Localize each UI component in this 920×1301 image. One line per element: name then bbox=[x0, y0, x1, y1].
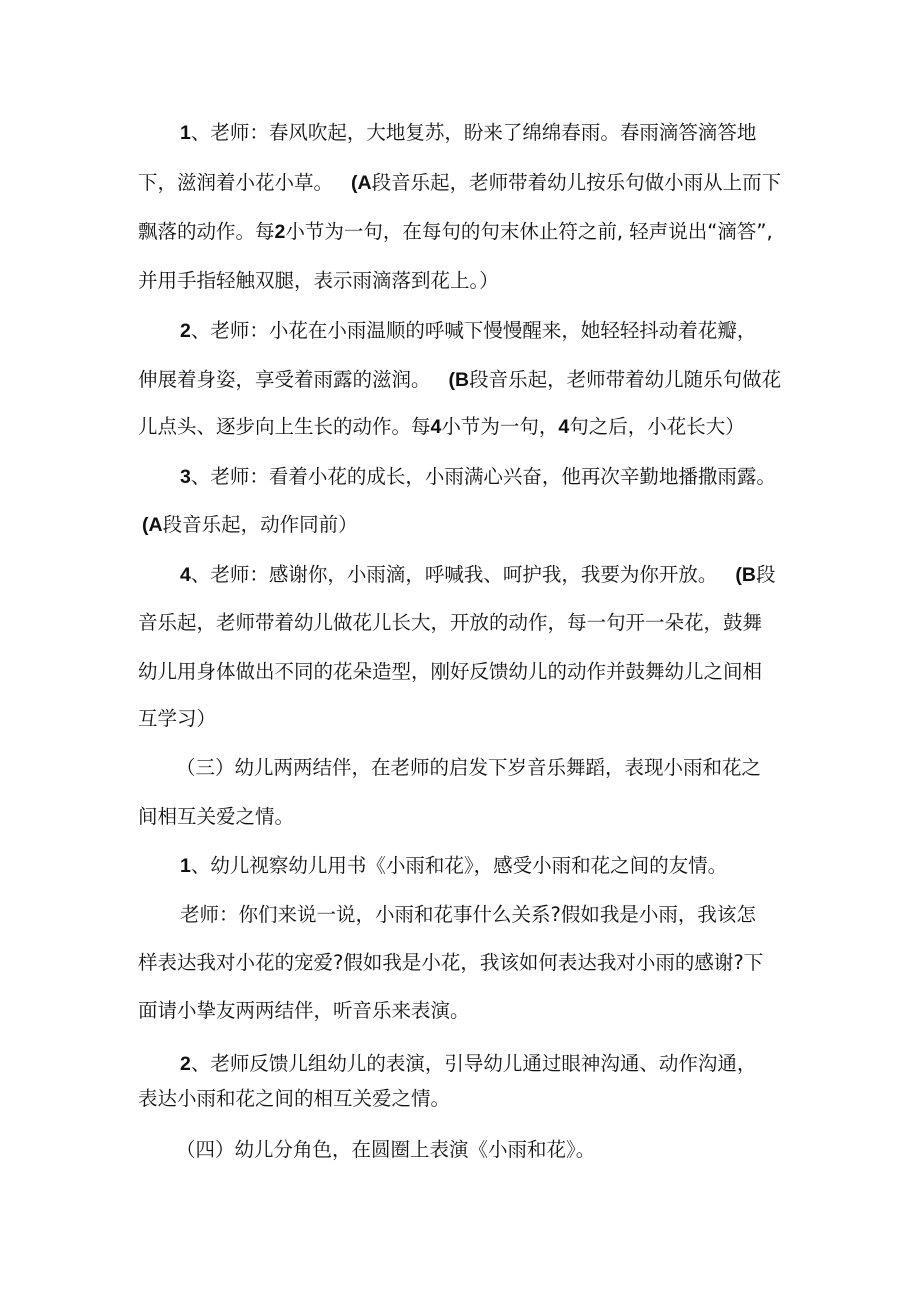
text-span: 、幼儿视察幼儿用书《小雨和花》，感受小雨和花之间的友情。 bbox=[190, 854, 728, 877]
paragraph-2-line-2 bbox=[138, 367, 781, 393]
paragraph-1-line-2 bbox=[138, 170, 781, 196]
item-number: 3 bbox=[180, 466, 191, 488]
text-span: 间相互关爱之情。 bbox=[138, 805, 295, 828]
paragraph-4-line-4 bbox=[138, 706, 216, 732]
text-span: 互学习） bbox=[138, 707, 217, 730]
text-span: 伸展着身姿，享受着雨露的滋润。 bbox=[138, 368, 431, 391]
text-span: 、老师：小花在小雨温顺的呼喊下慢慢醒来，她轻轻抖动着花瓣， bbox=[190, 319, 757, 342]
text-span: 下，滋润着小花小草。 bbox=[138, 171, 334, 194]
item-number: 2 bbox=[180, 320, 191, 342]
number-span: 4 bbox=[558, 416, 570, 438]
text-span: 并用手指轻触双腿，表示雨滴落到花上。） bbox=[138, 269, 499, 292]
text-span: （四）幼儿分角色，在圆圈上表演《小雨和花》。 bbox=[176, 1138, 596, 1161]
paragraph-7-line-2 bbox=[138, 950, 763, 976]
paragraph-7-line-1 bbox=[180, 902, 756, 928]
paragraph-8-line-1 bbox=[180, 1051, 756, 1077]
paragraph-1-line-3 bbox=[138, 219, 773, 245]
paragraph-3-line-1 bbox=[180, 464, 776, 490]
text-span: 小节为一句，在每句的句末休止符之前, 轻声说出“滴答”, bbox=[285, 220, 773, 243]
section-marker: (B bbox=[448, 369, 470, 391]
text-span: 样表达我对小花的宠爱?假如我是小花，我该如何表达我对小雨的感谢?下 bbox=[138, 951, 764, 974]
section-marker: (B bbox=[735, 564, 756, 586]
text-span: 段 bbox=[755, 563, 776, 586]
paragraph-2-line-3 bbox=[138, 414, 745, 440]
text-span: 幼儿用身体做出不同的花朵造型，刚好反馈幼儿的动作并鼓舞幼儿之间相 bbox=[138, 660, 763, 683]
text-span: 表达小雨和花之间的相互关爱之情。 bbox=[138, 1087, 451, 1110]
text-span: 、老师反馈儿组幼儿的表演，引导幼儿通过眼神沟通、动作沟通， bbox=[190, 1052, 757, 1075]
item-number: 2 bbox=[180, 1053, 191, 1075]
section-marker: (A bbox=[351, 172, 372, 194]
text-span: 飘落的动作。每 bbox=[138, 220, 275, 243]
item-number: 4 bbox=[180, 564, 191, 586]
paragraph-4-line-2 bbox=[138, 610, 762, 636]
text-span: 段音乐起，动作同前） bbox=[162, 513, 358, 536]
text-span: 、老师：看着小花的成长，小雨满心兴奋，他再次辛勤地播撒雨露。 bbox=[190, 465, 776, 488]
paragraph-1-line-4 bbox=[138, 268, 499, 294]
paragraph-9-line-1 bbox=[176, 1137, 595, 1163]
text-span: 小节为一句， bbox=[441, 415, 559, 438]
paragraph-5-line-2 bbox=[138, 804, 294, 830]
section-marker: (A bbox=[142, 514, 163, 536]
text-span: 段音乐起，老师带着幼儿按乐句做小雨从上而下 bbox=[371, 171, 782, 194]
text-span: 句之后，小花长大） bbox=[569, 415, 745, 438]
paragraph-4-line-1 bbox=[180, 562, 775, 588]
text-span: 老师：你们来说一说，小雨和花事什么关系?假如我是小雨，我该怎 bbox=[180, 903, 756, 926]
number-span: 4 bbox=[430, 416, 442, 438]
paragraph-6-line-1 bbox=[180, 853, 727, 879]
paragraph-2-line-1 bbox=[180, 318, 756, 344]
paragraph-3-line-2 bbox=[142, 512, 358, 538]
text-span: 、老师：感谢你，小雨滴，呼喊我、呵护我，我要为你开放。 bbox=[190, 563, 718, 586]
paragraph-8-line-2 bbox=[138, 1086, 450, 1112]
text-span: 段音乐起，老师带着幼儿随乐句做花 bbox=[469, 368, 782, 391]
item-number: 1 bbox=[180, 122, 191, 144]
text-span: 面请小挚友两两结伴，听音乐来表演。 bbox=[138, 999, 470, 1022]
number-span: 2 bbox=[274, 221, 286, 243]
paragraph-1-line-1 bbox=[180, 120, 756, 146]
text-span: 儿点头、逐步向上生长的动作。每 bbox=[138, 415, 431, 438]
item-number: 1 bbox=[180, 855, 191, 877]
text-span: 、老师：春风吹起，大地复苏，盼来了绵绵春雨。春雨滴答滴答地 bbox=[190, 121, 757, 144]
text-span: 音乐起，老师带着幼儿做花儿长大，开放的动作，每一句开一朵花，鼓舞 bbox=[138, 611, 763, 634]
paragraph-4-line-3 bbox=[138, 659, 762, 685]
paragraph-7-line-3 bbox=[138, 998, 470, 1024]
paragraph-5-line-1 bbox=[176, 755, 761, 781]
text-span: （三）幼儿两两结伴，在老师的启发下岁音乐舞蹈，表现小雨和花之 bbox=[176, 756, 762, 779]
